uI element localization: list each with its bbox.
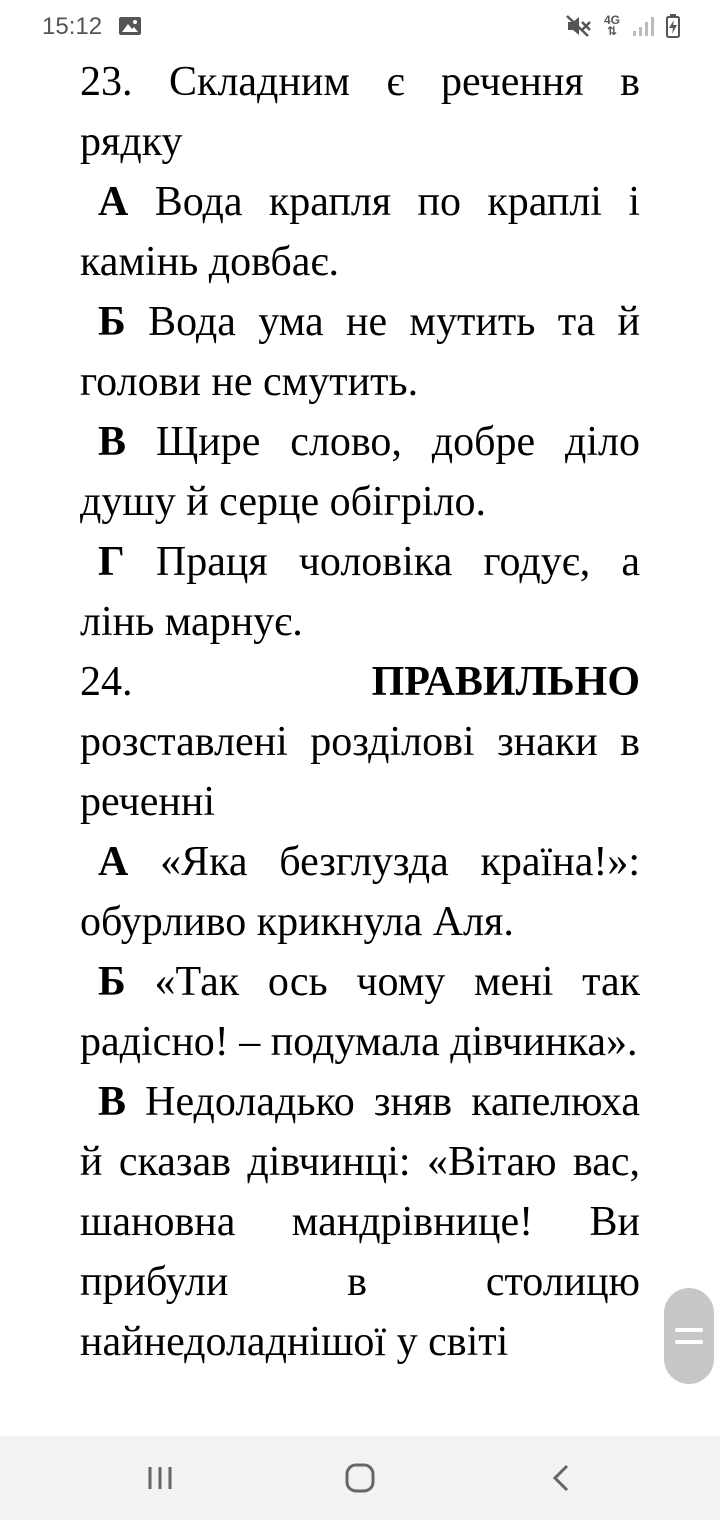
question-23-option-c (80, 412, 640, 532)
option-letter: В (98, 419, 127, 465)
option-text: Вода ума не мутить та й голови не смутить. (80, 299, 641, 405)
option-letter: А (98, 179, 129, 225)
home-icon[interactable] (340, 1458, 380, 1498)
signal-icon (632, 15, 654, 37)
document-content (80, 52, 640, 1372)
question-rest: розставлені розділові знаки в реченні (80, 719, 640, 825)
option-letter: А (98, 839, 129, 885)
image-icon (118, 16, 142, 36)
option-text: Щире слово, добре діло душу й серце обігріло. (80, 419, 641, 525)
question-23-option-b (80, 292, 640, 412)
battery-charging-icon (666, 14, 680, 38)
question-24-option-a (80, 832, 640, 952)
mute-icon (566, 14, 592, 38)
question-23-option-d (80, 532, 640, 652)
question-23-option-a (80, 172, 640, 292)
option-text: «Так ось чому мені так радісно! – подумала дівчинка». (80, 959, 641, 1065)
status-time: 15:12 (42, 13, 103, 40)
option-letter: В (98, 1079, 127, 1125)
option-letter: Б (98, 959, 126, 1005)
option-letter: Б (98, 299, 126, 345)
question-number: 24. (80, 659, 133, 705)
question-24-prompt (80, 652, 640, 832)
network-indicator: 4G ⇅ (603, 13, 620, 38)
question-24-option-b (80, 952, 640, 1072)
navigation-bar (0, 1436, 720, 1520)
back-icon[interactable] (542, 1458, 582, 1498)
question-24-option-c (80, 1072, 640, 1372)
option-text: Недоладько зняв капелюха й сказав дівчинці: «Вітаю вас, шановна мандрівнице! Ви прибули в столицю найнедоладнішої у світі (80, 1079, 640, 1365)
recent-apps-icon[interactable] (140, 1458, 180, 1498)
option-letter: Г (98, 539, 125, 585)
question-emphasis: ПРАВИЛЬНО (371, 659, 640, 705)
scroll-handle[interactable] (664, 1288, 714, 1384)
option-text: Вода крапля по краплі і камінь довбає. (80, 179, 640, 285)
status-bar (0, 0, 720, 56)
option-text: Праця чоловіка годує, а лінь марнує. (80, 539, 640, 645)
question-23-prompt: 23. Складним є речення в рядку (80, 59, 640, 165)
option-text: «Яка безглузда країна!»: обурливо крикнула Аля. (80, 839, 641, 945)
